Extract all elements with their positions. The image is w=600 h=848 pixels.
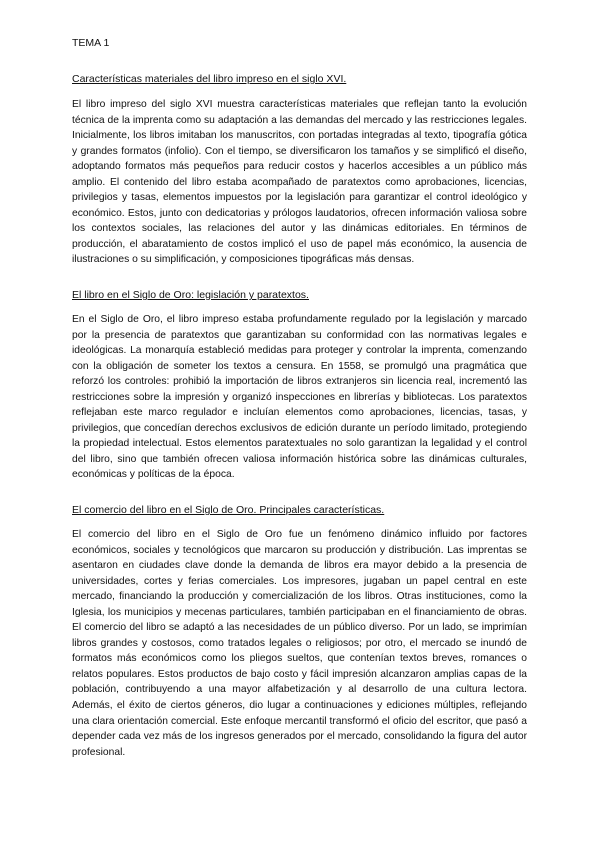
document-title: TEMA 1 xyxy=(72,37,110,49)
section-paragraph-caracteristicas: El libro impreso del siglo XVI muestra características materiales que reflejan tanto la evolución técnica de la imprenta como su adaptación a las demandas del mercado y las restricciones legales. Inicialmente, los libros imitaban los manuscritos, con portadas integradas al texto, tipografía gótica y grandes formatos (infolio). Con el tiempo, se diversificaron los tamaños y se simplificó el diseño, adoptando formatos más pequeños para reducir costos y hacerlos accesibles a un público más amplio. El contenido del libro estaba acompañado de paratextos como aprobaciones, licencias, privilegios y tasas, elementos impuestos por la legislación para garantizar el control ideológico y económico. Estos, junto con dedicatorias y prólogos laudatorios, ofrecen información valiosa sobre los contextos sociales, las relaciones del autor y las dinámicas editoriales. En términos de producción, el abaratamiento de costos implicó el uso de papel más económico, la ausencia de ilustraciones o su simplificación, y composiciones tipográficas más densas. xyxy=(72,99,527,266)
section-heading-caracteristicas: Características materiales del libro impreso en el siglo XVI. xyxy=(72,73,347,85)
section-paragraph-legislacion: En el Siglo de Oro, el libro impreso estaba profundamente regulado por la legislación y marcado por la presencia de paratextos que garantizaban su conformidad con las normativas legales e ideológicas. La monarquía estableció medidas para proteger y controlar la imprenta, comenzando con la obligación de someter los textos a censura. En 1558, se promulgó una pragmática que reforzó los controles: prohibió la importación de libros extranjeros sin licencia real, incrementó las restricciones sobre la impresión y organizó inspecciones en librerías y bibliotecas. Los paratextos reflejaban este marco regulador e incluían elementos como aprobaciones, licencias, tasas, y privilegios, que concedían derechos exclusivos de edición durante un período limitado, protegiendo la propiedad intelectual. Estos elementos paratextuales no solo garantizan la legalidad y el control del libro, sino que también ofrecen valiosa información histórica sobre las dinámicas culturales, económicas y políticas de la época. xyxy=(72,314,527,481)
section-paragraph-comercio: El comercio del libro en el Siglo de Oro fue un fenómeno dinámico influido por factores económicos, sociales y tecnológicos que marcaron su producción y distribución. Las imprentas se asentaron en ciudades clave donde la demanda de libros era mayor debido a la presencia de universidades, cortes y ferias comerciales. Los impresores, jugaban un papel central en este mercado, financiando la producción y comercialización de los libros. Otras instituciones, como la Iglesia, los municipios y mecenas particulares, también participaban en el financiamiento de obras. El comercio del libro se adaptó a las necesidades de un público diverso. Por un lado, se imprimían libros grandes y costosos, como tratados legales o religiosos; por otro, el mercado se inundó de formatos más económicos como los pliegos sueltos, que contenían textos breves, romances o relatos populares. Estos productos de bajo costo y fácil impresión alcanzaron amplias capas de la población, contribuyendo a una mayor alfabetización y al desarrollo de una cultura lectora. Además, el éxito de ciertos géneros, dio lugar a continuaciones y ediciones múltiples, reflejando una clara orientación comercial. Este enfoque mercantil transformó el oficio del escritor, que pasó a depender cada vez más de los ingresos generados por el mercado, consolidando la figura del autor profesional. xyxy=(72,529,527,758)
section-heading-legislacion: El libro en el Siglo de Oro: legislación y paratextos. xyxy=(72,289,309,301)
section-heading-comercio: El comercio del libro en el Siglo de Oro. Principales características. xyxy=(72,504,385,516)
